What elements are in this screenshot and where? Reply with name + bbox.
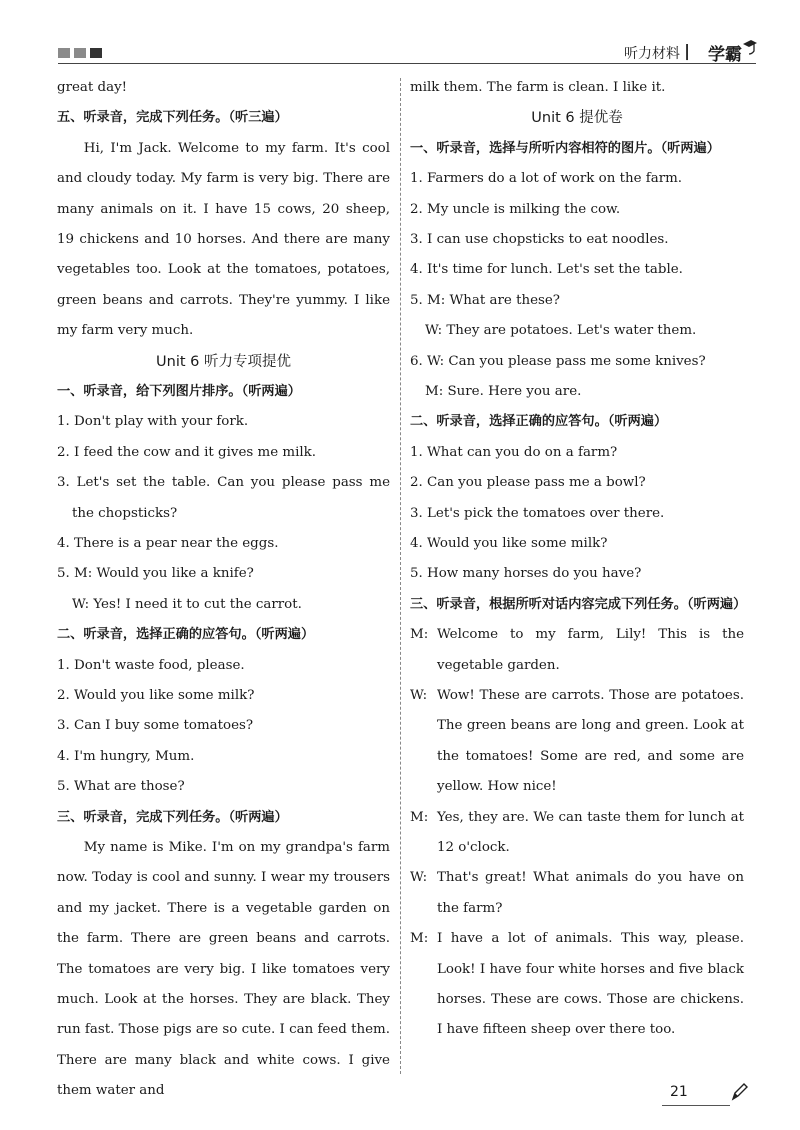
section-heading: 二、听录音，选择正确的应答句。（听两遍）: [410, 414, 668, 430]
question-item: 5. M: Would you like a knife?: [57, 566, 254, 582]
header-label: 听力材料: [624, 46, 680, 62]
continued-text: milk them. The farm is clean. I like it.: [410, 80, 666, 95]
question-item: 2. I feed the cow and it gives me milk.: [57, 444, 317, 460]
dialogue-line: [410, 924, 744, 1046]
dialogue-text: Yes, they are. We can taste them for lunch at 12 o'clock.: [437, 809, 744, 855]
question-item: 4. It's time for lunch. Let's set the table.: [410, 262, 683, 278]
section-heading: 二、听录音，选择正确的应答句。（听两遍）: [57, 627, 315, 643]
right-column: [410, 73, 747, 1046]
speaker-label: M:: [410, 627, 429, 643]
graduation-cap-icon: [742, 38, 758, 56]
continued-text: great day!: [57, 80, 128, 95]
question-item: 2. Would you like some milk?: [57, 688, 255, 704]
passage: Hi, I'm Jack. Welcome to my farm. It's cool and cloudy today. My farm is very big. There are many animals on it. I have 15 cows, 20 sheep, 19 chickens and 10 horses. And there are many vegetables too. Look at the tomatoes, potatoes, green beans and carrots. They're yummy. I like my farm very much.: [57, 140, 390, 339]
question-item: 3. Let's set the table. Can you please pass me the chopsticks?: [57, 475, 390, 521]
speaker-label: M:: [410, 809, 429, 825]
question-item: 1. Farmers do a lot of work on the farm.: [410, 171, 683, 187]
speaker-label: W:: [410, 870, 428, 886]
header-separator: |: [684, 41, 690, 60]
dialogue-reply: W: They are potatoes. Let's water them.: [425, 323, 697, 339]
question-item: 2. My uncle is milking the cow.: [410, 201, 621, 217]
page-number: 21: [670, 1084, 688, 1100]
dialogue-text: Wow! These are carrots. Those are potatoes. The green beans are long and green. Look at the tomatoes! Some are red, and some are yellow. How nice!: [437, 687, 744, 795]
column-divider: [400, 78, 401, 1074]
question-item: 4. I'm hungry, Mum.: [57, 748, 195, 764]
question-item: 6. W: Can you please pass me some knives?: [410, 353, 706, 369]
dialogue-line: [410, 681, 744, 803]
dialogue-text: Welcome to my farm, Lily! This is the vegetable garden.: [437, 627, 744, 673]
pen-icon: [730, 1082, 748, 1102]
question-item: 1. Don't play with your fork.: [57, 414, 249, 430]
dialogue-text: That's great! What animals do you have on the farm?: [437, 870, 744, 916]
question-item: 3. Let's pick the tomatoes over there.: [410, 505, 665, 521]
dialogue-line: [410, 863, 744, 924]
unit-title: Unit 6 提优卷: [531, 110, 623, 127]
question-item: 3. I can use chopsticks to eat noodles.: [410, 231, 669, 247]
question-item: 1. Don't waste food, please.: [57, 657, 245, 673]
question-item: 1. What can you do on a farm?: [410, 444, 618, 460]
section-heading: 一、听录音，选择与所听内容相符的图片。（听两遍）: [410, 140, 720, 156]
section-heading: 三、听录音，完成下列任务。（听两遍）: [57, 809, 288, 825]
dialogue-reply: M: Sure. Here you are.: [425, 383, 582, 399]
header-rule: [58, 63, 756, 64]
dialogue-reply: W: Yes! I need it to cut the carrot.: [72, 596, 302, 612]
unit-title: Unit 6 听力专项提优: [156, 353, 291, 370]
question-item: 2. Can you please pass me a bowl?: [410, 475, 646, 491]
footer-rule: [662, 1105, 730, 1106]
dialogue-text: I have a lot of animals. This way, please. Look! I have four white horses and five black horses. These are cows. Those are chickens. I have fifteen sheep over there too.: [437, 931, 744, 1038]
question-item: 4. Would you like some milk?: [410, 535, 608, 551]
page-header: [58, 40, 756, 66]
question-item: 5. M: What are these?: [410, 292, 560, 308]
dialogue-line: [410, 620, 744, 681]
speaker-label: W:: [410, 687, 428, 703]
speaker-label: M:: [410, 931, 429, 947]
question-item: 5. How many horses do you have?: [410, 566, 642, 582]
header-decoration: [58, 48, 102, 58]
page-footer: [662, 1084, 748, 1108]
dialogue-line: [410, 803, 744, 864]
section-heading: 五、听录音，完成下列任务。（听三遍）: [57, 110, 288, 126]
brand-name: 学霸: [708, 45, 742, 65]
section-heading: 三、听录音，根据所听对话内容完成下列任务。（听两遍）: [410, 596, 747, 612]
left-column: [57, 73, 390, 1107]
question-item: 4. There is a pear near the eggs.: [57, 536, 279, 552]
passage: My name is Mike. I'm on my grandpa's farm now. Today is cool and sunny. I wear my trousers and my jacket. There is a vegetable garden on the farm. There are green beans and carrots. The tomatoes are very big. I like tomatoes very much. Look at the horses. They are black. They run fast. Those pigs are so cute. I can feed them. There are many black and white cows. I give them water and: [57, 839, 390, 1099]
question-item: 3. Can I buy some tomatoes?: [57, 718, 254, 734]
section-heading: 一、听录音，给下列图片排序。（听两遍）: [57, 384, 301, 400]
question-item: 5. What are those?: [57, 779, 185, 795]
